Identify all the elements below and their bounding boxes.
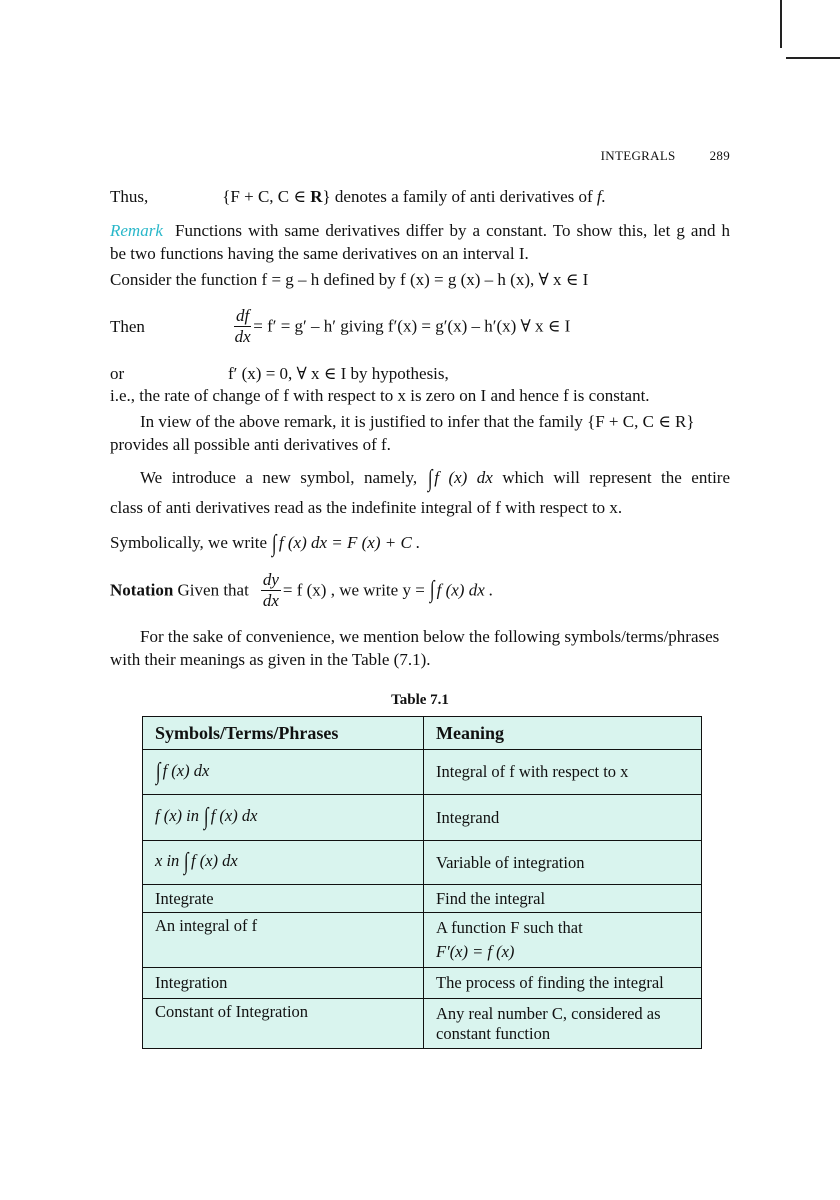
- consider-line: Consider the function f = g – h defined by f (x) = g (x) – h (x), ∀ x ∈ I: [110, 270, 589, 289]
- table-row: [143, 968, 702, 999]
- table-cell-term: f (x) in ∫ f (x) dx: [143, 795, 424, 841]
- symbolically-line: [110, 531, 420, 558]
- thus-rest: } denotes a family of anti derivatives of: [322, 187, 597, 206]
- notation-text: Given that: [177, 580, 249, 600]
- view-line-2: provides all possible anti derivatives of f.: [110, 435, 391, 454]
- header-symbols: Symbols/Terms/Phrases: [143, 717, 424, 750]
- thus-lead: Thus,: [110, 187, 149, 206]
- table-cell-meaning: Any real number C, considered as constant function: [424, 999, 702, 1049]
- running-header: [0, 148, 730, 164]
- integral-sign: ∫: [272, 531, 277, 557]
- integral-sign: ∫: [430, 577, 435, 603]
- table-cell-term: ∫ f (x) dx: [143, 750, 424, 795]
- or-rest: f′ (x) = 0, ∀ x ∈ I by hypothesis,: [228, 364, 449, 383]
- notation-line: [110, 570, 493, 611]
- table-caption: Table 7.1: [391, 692, 449, 708]
- symbols-table: [142, 716, 702, 1049]
- header-meaning: Meaning: [424, 717, 702, 750]
- sake-line-1: For the sake of convenience, we mention below the following symbols/terms/phrases: [140, 627, 720, 646]
- table-row: [143, 795, 702, 841]
- introduce-after: which will represent the entire: [502, 468, 730, 487]
- thus-line: [110, 187, 606, 207]
- table-cell-term: Constant of Integration: [143, 999, 424, 1049]
- thus-set: {F + C, C ∈: [222, 187, 311, 206]
- remark-line-1: [110, 221, 730, 241]
- table-cell-term: Integrate: [143, 885, 424, 913]
- integral-sign: ∫: [427, 466, 433, 492]
- dy-dx-fraction: $\frac{dy}{dx}$: [262, 570, 279, 610]
- sake-line-2: with their meanings as given in the Table (7.1).: [110, 650, 431, 669]
- table-row: [143, 750, 702, 795]
- table-cell-term: Integration: [143, 968, 424, 999]
- df-dx-fraction: $\frac{df}{dx}$: [234, 306, 251, 346]
- notation-expr: f (x) dx .: [436, 580, 494, 600]
- symbolically-text: Symbolically, we write: [110, 533, 268, 552]
- remark-line-2: be two functions having the same derivatives on an interval I.: [110, 244, 529, 263]
- remark-text-1: Functions with same derivatives differ by a constant. To show this, let g and h: [174, 221, 731, 240]
- symbolically-expr: f (x) dx = F (x) + C .: [278, 533, 421, 552]
- table-cell-meaning: Find the integral: [424, 885, 702, 913]
- table-cell-term: x in ∫ f (x) dx: [143, 841, 424, 885]
- introduce-before: We introduce a new symbol, namely,: [140, 468, 418, 487]
- crop-mark-horizontal: [786, 57, 840, 59]
- ie-line: i.e., the rate of change of f with respect to x is zero on I and hence f is constant.: [110, 386, 650, 405]
- chapter-title: INTEGRALS: [600, 148, 676, 163]
- introduce-line-2: class of anti derivatives read as the indefinite integral of f with respect to x.: [110, 498, 623, 517]
- table-cell-meaning: Integral of f with respect to x: [424, 750, 702, 795]
- thus-f: f.: [596, 187, 606, 206]
- table-cell-meaning: Variable of integration: [424, 841, 702, 885]
- crop-mark-vertical: [780, 0, 782, 48]
- table-cell-meaning: Integrand: [424, 795, 702, 841]
- remark-label: Remark: [110, 221, 163, 240]
- real-set-symbol: R: [310, 187, 323, 206]
- page-number: 289: [709, 148, 730, 163]
- notation-eq: = f (x) , we write y =: [282, 580, 425, 600]
- then-line: [110, 306, 570, 347]
- table-cell-term: An integral of f: [143, 913, 424, 968]
- integral-expr: f (x) dx: [434, 468, 493, 487]
- or-lead: or: [110, 364, 125, 383]
- table-row: [143, 913, 702, 968]
- introduce-line-1: [110, 466, 730, 493]
- table-row: [143, 885, 702, 913]
- table-row: [143, 841, 702, 885]
- notation-label: Notation: [110, 580, 174, 600]
- view-line-1: In view of the above remark, it is justified to infer that the family {F + C, C ∈ R}: [140, 412, 695, 431]
- table-cell-meaning: The process of finding the integral: [424, 968, 702, 999]
- or-line: [110, 364, 449, 384]
- table-cell-meaning: A function F such that F′(x) = f (x): [424, 913, 702, 968]
- then-lead: Then: [110, 316, 145, 336]
- table-row: [143, 999, 702, 1049]
- then-rest: = f′ = g′ – h′ giving f′(x) = g′(x) – h′(x) ∀ x ∈ I: [253, 316, 571, 336]
- table-header-row: [143, 717, 702, 750]
